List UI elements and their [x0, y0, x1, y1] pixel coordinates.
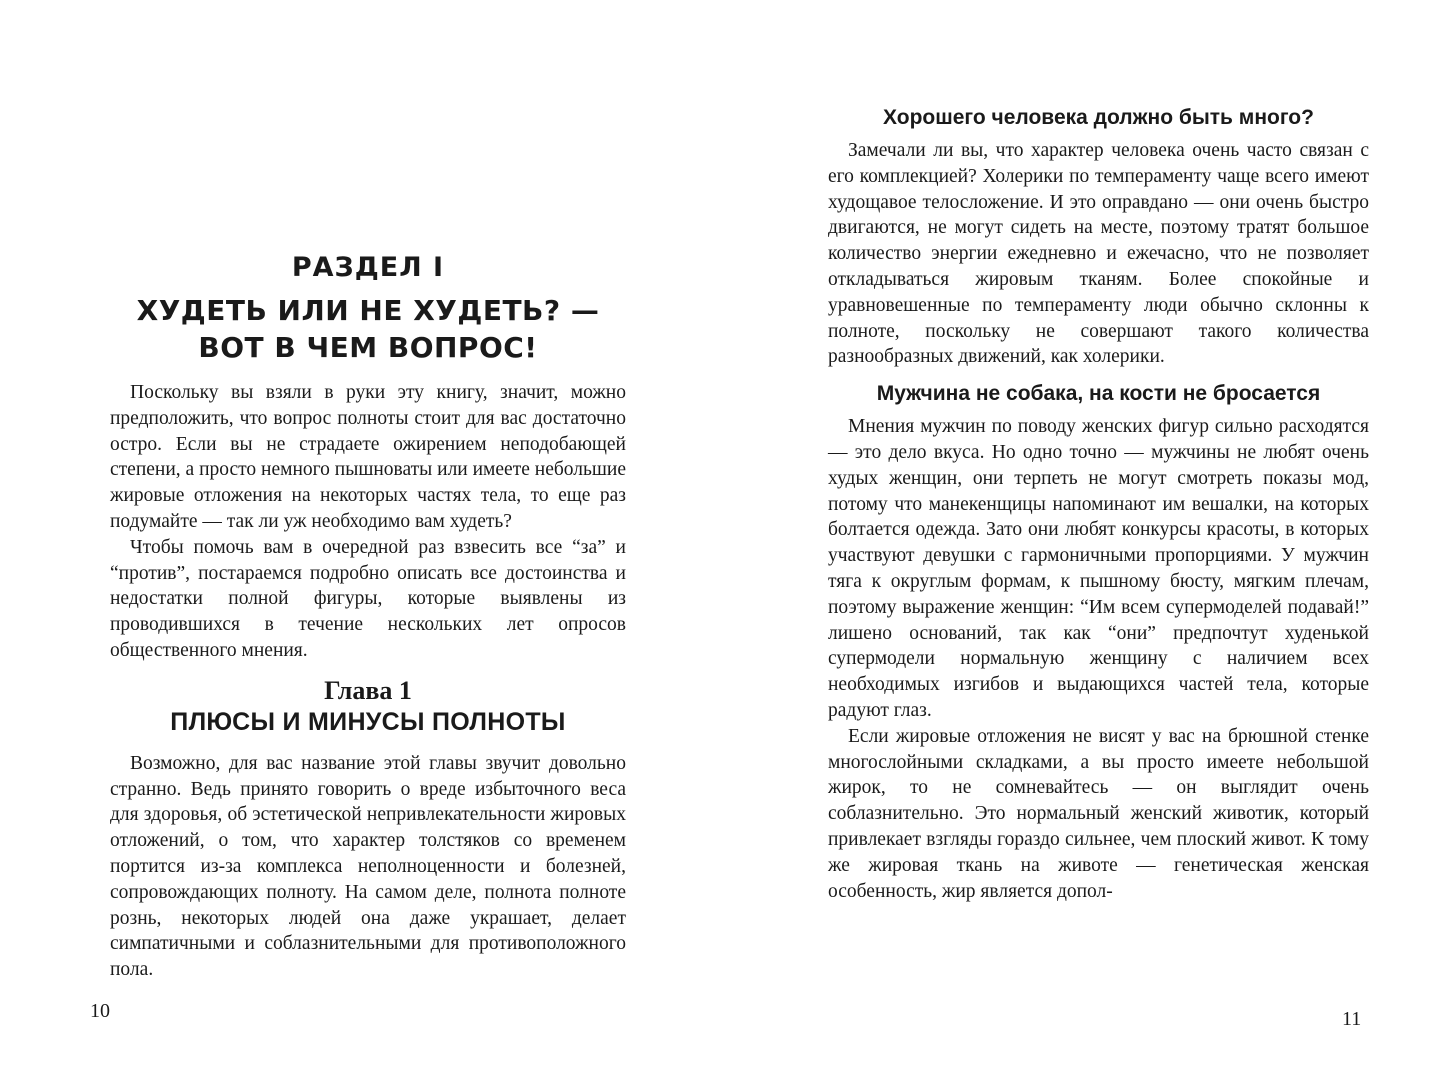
- subhead-1: Хорошего человека должно быть много?: [883, 106, 1314, 129]
- left-page: [0, 0, 722, 1080]
- right-paragraph-1: Замечали ли вы, что характер человека очень часто связан с его комплекцией? Холерики по темпераменту чаще всего имеют худощавое телосложение. И это оправдано — они очень быстро двигаются, не могут сидеть на месте, поэтому тратят большое количество энергии ежедневно и ежечасно, что не позволяет откладываться жировым тканям. Более спокойные и уравновешенные по темпераменту люди обычно склонны к полноте, поскольку не совершают такого количества разнообразных движений, как холерики.: [828, 140, 1369, 368]
- section-label: РАЗДЕЛ I: [291, 252, 445, 283]
- section-title-line-1: ХУДЕТЬ ИЛИ НЕ ХУДЕТЬ? —: [136, 294, 600, 327]
- chapter-paragraph: Возможно, для вас название этой главы звучит довольно странно. Ведь принято говорить о вреде избыточного веса для здоровья, об эстетической непривлекательности жировых отложений, о том, что характер толстяков со временем портится из-за комплекса неполноценности и болезней, сопровождающих полноту. На самом деле, полнота полноте рознь, некоторых людей она даже украшает, делает симпатичными и соблазнительными для противоположного пола.: [110, 752, 626, 981]
- page-number-right: 11: [1342, 1008, 1362, 1030]
- section-title-line-2: ВОТ В ЧЕМ ВОПРОС!: [198, 331, 538, 364]
- section-title: [110, 292, 626, 366]
- intro-paragraph-1: Поскольку вы взяли в руки эту книгу, значит, можно предположить, что вопрос полноты стоит для вас достаточно остро. Если вы не страдаете ожирением неподобающей степени, а просто немного пышноваты или имеете небольшие жировые отложения на некоторых частях тела, то еще раз подумайте — так ли уж необходимо вам худеть?: [110, 382, 626, 532]
- chapter-title: ПЛЮСЫ И МИНУСЫ ПОЛНОТЫ: [170, 707, 566, 736]
- subhead-2: Мужчина не собака, на кости не бросается: [876, 382, 1321, 406]
- page-number-left: 10: [90, 1000, 110, 1022]
- right-column: [828, 106, 1369, 904]
- right-paragraph-3: Если жировые отложения не висят у вас на брюшной стенке многослойными складками, а вы просто имеете небольшой жирок, то не сомневайтесь — он выглядит очень соблазнительно. Это нормальный женский животик, который привлекает взгляды гораздо сильнее, чем плоский живот. К тому же жировая ткань на животе — генетическая женская особенность, жир является допол-: [828, 725, 1369, 902]
- right-page: [722, 0, 1445, 1080]
- left-column: [110, 252, 626, 983]
- right-paragraph-2: Мнения мужчин по поводу женских фигур сильно расходятся — это дело вкуса. Но одно точно — мужчины не любят очень худых женщин, они терпеть не могут смотреть показы мод, потому что манекенщицы напоминают им вешалки, на которых болтается одежда. Зато они любят конкурсы красоты, в которых участвуют девушки с гармоничными пропорциями. У мужчин тяга к округлым формам, к пышному бюсту, мягким плечам, поэтому выражение женщин: “Им всем супермоделей подавай!” лишено оснований, так как “они” предпочтут худенькой супермодели нормальную женщину с наличием всех необходимых изгибов и выдающихся частей тела, которые радуют глаз.: [828, 416, 1369, 721]
- intro-paragraph-2: Чтобы помочь вам в очередной раз взвесить все “за” и “против”, постараемся подробно описать все достоинства и недостатки полной фигуры, которые выявлены из проводившихся в течение нескольких лет опросов общественного мнения.: [110, 536, 626, 661]
- chapter-label: Глава 1: [324, 675, 412, 705]
